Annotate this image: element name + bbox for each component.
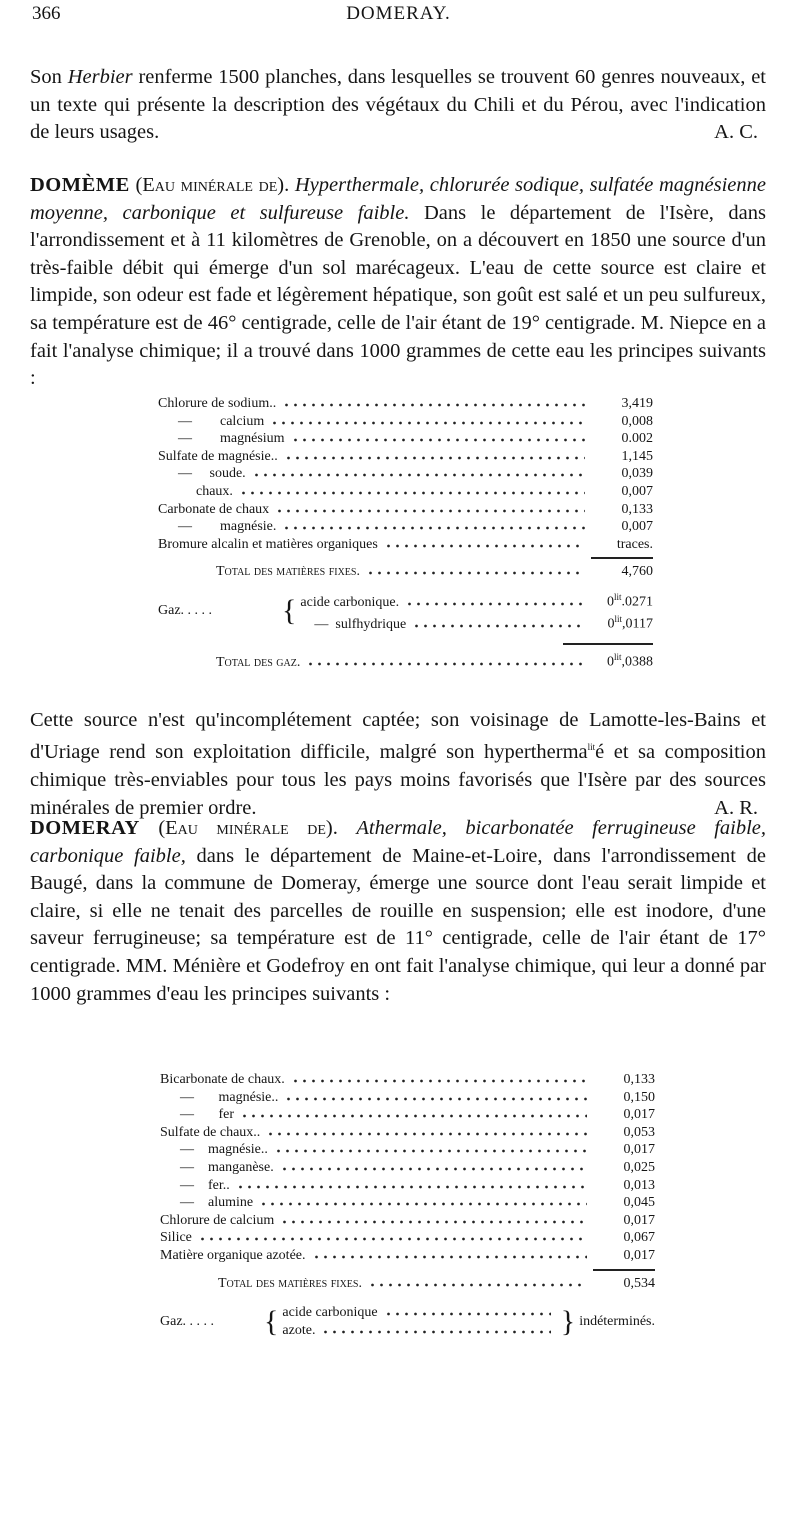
table-row xyxy=(160,1212,655,1230)
gas-group xyxy=(158,589,653,634)
entry-domeray xyxy=(30,815,766,1008)
substance-name: — magnésie.. xyxy=(180,1142,268,1158)
entry-subtitle: (Eau minérale de). xyxy=(158,817,338,839)
brace: } xyxy=(560,1304,576,1338)
page-number: 366 xyxy=(32,3,61,24)
dot-leader xyxy=(291,438,585,442)
substance-value: 0,013 xyxy=(623,1177,655,1193)
entry-body: dans le département de Maine-et-Loire, dans l'arrondissement de Baugé, dans la commune de Domeray, émerge une source dont l'eau serait limpide et claire, si elle ne tenait des parcelles de rouille en suspension; elle est inodore, d'une saveur ferrugineuse; sa température est de 11° centigrade, celle de l'air étant de 17° centigrade. MM. Ménière et Godefroy en ont fait l'analyse chimique, qui leur a donné par 1000 grammes d'eau les principes suivants : xyxy=(30,844,766,1005)
table-row xyxy=(160,1141,655,1159)
gas-row xyxy=(282,1304,556,1322)
analysis-table-domeme xyxy=(158,395,653,672)
substance-name: chaux. xyxy=(196,483,233,499)
dot-leader xyxy=(384,1312,551,1316)
entry-domeme xyxy=(30,172,766,393)
entry-title: DOMERAY xyxy=(30,817,140,839)
paragraph-captage xyxy=(30,707,766,822)
dot-leader xyxy=(282,526,585,530)
substance-value: 0,017 xyxy=(623,1107,655,1123)
substance-value: 0,007 xyxy=(621,519,653,535)
gas-label: Gaz. . . . . xyxy=(158,603,213,619)
dot-leader xyxy=(368,1283,587,1287)
substance-name: Sulfate de magnésie.. xyxy=(158,448,278,464)
substance-value: 0,017 xyxy=(623,1142,655,1158)
gas-total-label: Total des gaz. xyxy=(216,655,301,671)
gas-items xyxy=(282,1304,556,1339)
dot-leader xyxy=(284,1097,587,1101)
substance-name: — fer xyxy=(180,1107,235,1123)
table-row xyxy=(158,501,653,519)
total-label: Total des matières fixes. xyxy=(218,1275,362,1291)
table-row xyxy=(158,536,653,554)
table-row xyxy=(160,1159,655,1177)
total-row xyxy=(158,563,653,581)
dot-leader xyxy=(291,1079,587,1083)
divider xyxy=(591,557,653,559)
substance-name: Bromure alcalin et matières organiques xyxy=(158,536,378,552)
substance-value: 0,008 xyxy=(621,413,653,429)
gas-name: azote. xyxy=(282,1322,316,1338)
substance-name: — fer.. xyxy=(180,1177,230,1193)
author-signature: A. R. xyxy=(714,796,758,819)
substance-name: — alumine xyxy=(180,1195,254,1211)
substance-name: — magnésie.. xyxy=(180,1089,279,1105)
divider xyxy=(593,1269,655,1271)
table-row xyxy=(158,483,653,501)
dot-leader xyxy=(239,491,585,495)
substance-value: 0,045 xyxy=(623,1195,655,1211)
substance-name: — manganèse. xyxy=(180,1159,274,1175)
gas-label: Gaz. . . . . xyxy=(160,1313,215,1329)
dot-leader xyxy=(252,473,585,477)
total-label: Total des matières fixes. xyxy=(216,564,360,580)
substance-value: 0.002 xyxy=(621,431,653,447)
table-row xyxy=(158,395,653,413)
gas-items xyxy=(300,589,653,634)
text: Cette source n'est qu'incomplétement captée; son voisinage de Lamotte-les-Bains et d'Uriage rend son exploitation difficile, malgré son hypertherma$^{lit}$é et sa composition chimique très-enviables pour tous les pays moins favorisés que l'Isère par des sources minérales de premier ordre. xyxy=(30,709,766,819)
table-row xyxy=(160,1229,655,1247)
substance-value: 0,053 xyxy=(623,1124,655,1140)
gas-row xyxy=(300,611,653,633)
dot-leader xyxy=(275,509,585,513)
substance-name: Chlorure de calcium xyxy=(160,1212,275,1228)
gas-row xyxy=(282,1322,556,1340)
table-row xyxy=(160,1247,655,1265)
table-row xyxy=(160,1071,655,1089)
substance-value: 0,007 xyxy=(621,483,653,499)
substance-name: Carbonate de chaux xyxy=(158,501,270,517)
substance-value: 1,145 xyxy=(621,448,653,464)
table-row xyxy=(160,1124,655,1142)
total-value: 4,760 xyxy=(621,564,653,580)
dot-leader xyxy=(312,1255,587,1259)
dot-leader xyxy=(280,1167,587,1171)
gas-name: — sulfhydrique xyxy=(314,616,407,632)
substance-name: Matière organique azotée. xyxy=(160,1247,306,1263)
brace: { xyxy=(282,594,297,628)
table-row xyxy=(158,465,653,483)
substance-name: Bicarbonate de chaux. xyxy=(160,1072,285,1087)
dot-leader xyxy=(384,544,585,548)
dot-leader xyxy=(198,1237,587,1241)
table-row xyxy=(160,1106,655,1124)
entry-classification: Athermale, bicarbonatée ferrugineuse faible, carbonique faible, xyxy=(30,817,767,867)
entry-title: DOMÈME xyxy=(30,174,130,196)
substance-value: 0,150 xyxy=(623,1089,655,1105)
paragraph-herbier xyxy=(30,64,766,147)
dot-leader xyxy=(236,1185,587,1189)
substance-value: 0,025 xyxy=(623,1159,655,1175)
gas-name: acide carbonique xyxy=(282,1305,378,1321)
substance-value: 0,017 xyxy=(623,1247,655,1263)
dot-leader xyxy=(266,1132,587,1136)
substance-name: Sulfate de chaux.. xyxy=(160,1124,261,1140)
entry-classification: Hyperthermale, chlorurée sodique, sulfatée magnésienne moyenne, carbonique et sulfureuse faible. xyxy=(30,174,767,224)
table-row xyxy=(158,413,653,431)
italic-text: Herbier xyxy=(67,66,133,88)
substance-name: Chlorure de sodium.. xyxy=(158,396,277,411)
running-title: DOMERAY. xyxy=(346,3,451,24)
dot-leader xyxy=(405,602,585,606)
divider xyxy=(563,643,653,645)
dot-leader xyxy=(240,1114,587,1118)
substance-value: 0,067 xyxy=(623,1230,655,1246)
analysis-table-domeray xyxy=(160,1071,655,1339)
substance-value: 0,133 xyxy=(621,501,653,517)
entry-subtitle: (Eau minérale de). xyxy=(135,174,290,196)
page-header xyxy=(32,3,765,27)
dot-leader xyxy=(282,403,585,407)
gas-total-value: $0^{lit},0388$ xyxy=(606,652,653,671)
substance-name: — soude. xyxy=(178,466,246,482)
gas-value: $0^{lit},0117$ xyxy=(607,614,653,632)
dot-leader xyxy=(270,421,585,425)
substance-value: 3,419 xyxy=(621,396,653,411)
table-row xyxy=(160,1194,655,1212)
gas-value: indéterminés. xyxy=(579,1313,655,1329)
table-row xyxy=(160,1089,655,1107)
dot-leader xyxy=(321,1330,550,1334)
entry-body: Dans le département de l'Isère, dans l'arrondissement et à 11 kilomètres de Grenoble, on a découvert en 1850 une source d'un très-faible débit qui émerge d'un sol marécageux. L'eau de cette source est claire et limpide, son odeur est fade et légèrement hépatique, son goût est salé et un peu sulfureux, sa température est de 46° centigrade, celle de l'air étant de 19° centigrade. M. Niepce en a fait l'analyse chimique; il a trouvé dans 1000 grammes de cette eau les principes suivants : xyxy=(30,201,766,390)
gas-row xyxy=(300,589,653,611)
dot-leader xyxy=(412,624,585,628)
total-row xyxy=(160,1275,655,1293)
substance-value: 0,133 xyxy=(623,1072,655,1087)
dot-leader xyxy=(280,1220,587,1224)
gas-group xyxy=(160,1304,655,1339)
author-signature: A. C. xyxy=(714,121,758,144)
table-row xyxy=(158,430,653,448)
dot-leader xyxy=(274,1149,587,1153)
dot-leader xyxy=(259,1202,587,1206)
dot-leader xyxy=(306,662,585,666)
substance-name: — magnésie. xyxy=(178,519,277,535)
dot-leader xyxy=(366,571,585,575)
table-row xyxy=(158,518,653,536)
substance-value: 0,017 xyxy=(623,1212,655,1228)
total-value: 0,534 xyxy=(623,1275,655,1291)
brace: { xyxy=(264,1304,279,1338)
text: renferme 1500 planches, dans lesquelles se trouvent 60 genres nouveaux, et un texte qui présente la description des végétaux du Chili et du Pérou, avec l'indication de leurs usages. xyxy=(30,66,766,144)
table-row xyxy=(158,448,653,466)
substance-value: traces. xyxy=(616,536,653,552)
text: Son xyxy=(30,66,68,88)
substance-name: Silice xyxy=(160,1230,192,1246)
gas-name: acide carbonique. xyxy=(300,594,400,610)
substance-name: — magnésium xyxy=(178,431,285,447)
substance-value: 0,039 xyxy=(621,466,653,482)
dot-leader xyxy=(284,456,585,460)
gas-total-row xyxy=(158,649,653,671)
table-row xyxy=(160,1177,655,1195)
substance-name: — calcium xyxy=(178,413,265,429)
gas-value: $0^{lit}.0271$ xyxy=(606,591,653,610)
